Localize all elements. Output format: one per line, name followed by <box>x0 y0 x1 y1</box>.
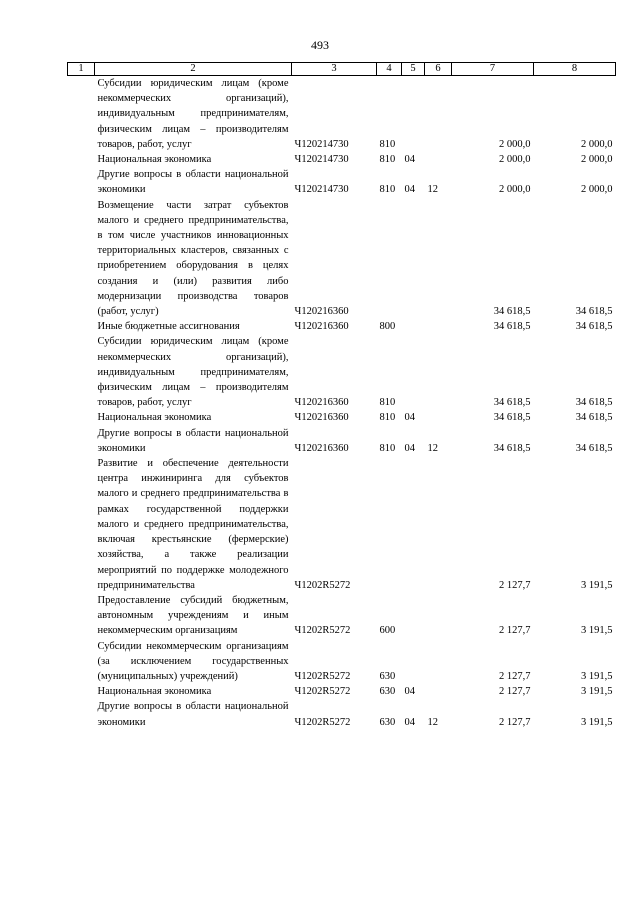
section-cell <box>402 319 425 334</box>
amount-col7-cell: 2 000,0 <box>499 154 531 166</box>
table-row <box>68 593 616 639</box>
table-row <box>68 684 616 699</box>
amount-col7-cell: 34 618,5 <box>493 442 531 454</box>
row-number-cell <box>68 639 95 685</box>
item-name-cell: Другие вопросы в области национальной экономики <box>97 427 289 454</box>
target-code-cell: Ч120216360 <box>294 442 349 454</box>
header-row <box>68 63 616 76</box>
amount-col7-cell: 2 127,7 <box>499 716 531 728</box>
subsection-cell <box>425 684 452 699</box>
amount-col7-cell: 2 000,0 <box>499 138 531 150</box>
section-cell <box>402 456 425 593</box>
amount-col7-cell: 2 127,7 <box>499 686 531 698</box>
item-name-cell: Субсидии юридическим лицам (кроме некоммерческих организаций), индивидуальным предпринимателям, физическим лицам – производителям товаров, работ, услуг <box>97 78 289 150</box>
column-header: 3 <box>292 63 377 76</box>
amount-col8-cell: 3 191,5 <box>581 686 613 698</box>
target-code-cell: Ч120216360 <box>294 321 349 333</box>
row-number-cell <box>68 334 95 410</box>
subsection-cell <box>425 593 452 639</box>
column-header: 2 <box>95 63 292 76</box>
amount-col8-cell: 34 618,5 <box>575 321 613 333</box>
section-cell: 04 <box>404 154 415 166</box>
column-header: 5 <box>402 63 425 76</box>
subsection-cell: 12 <box>427 184 438 196</box>
table-row <box>68 198 616 320</box>
amount-col8-cell: 2 000,0 <box>581 154 613 166</box>
amount-col8-cell: 3 191,5 <box>581 579 613 591</box>
table-row <box>68 76 616 153</box>
budget-table <box>67 62 616 730</box>
amount-col8-cell: 34 618,5 <box>575 397 613 409</box>
item-name-cell: Национальная экономика <box>97 412 212 424</box>
table-row <box>68 456 616 593</box>
target-code-cell: Ч1202R5272 <box>294 625 351 637</box>
amount-col8-cell: 3 191,5 <box>581 670 613 682</box>
column-header: 6 <box>425 63 452 76</box>
table-row <box>68 699 616 729</box>
amount-col7-cell: 34 618,5 <box>493 397 531 409</box>
subsection-cell <box>425 639 452 685</box>
amount-col8-cell: 34 618,5 <box>575 412 613 424</box>
item-name-cell: Предоставление субсидий бюджетным, автономным учреждениям и иным некоммерческим организациям <box>97 594 289 637</box>
section-cell: 04 <box>404 686 415 698</box>
target-code-cell: Ч1202R5272 <box>294 716 351 728</box>
subsection-cell <box>425 334 452 410</box>
expense-type-cell: 600 <box>379 625 396 637</box>
target-code-cell: Ч120214730 <box>294 184 349 196</box>
amount-col7-cell: 2 127,7 <box>499 625 531 637</box>
item-name-cell: Другие вопросы в области национальной экономики <box>97 701 289 728</box>
table-body <box>68 76 616 730</box>
row-number-cell <box>68 76 95 153</box>
amount-col7-cell: 34 618,5 <box>493 306 531 318</box>
amount-col7-cell: 34 618,5 <box>493 321 531 333</box>
subsection-cell <box>425 76 452 153</box>
expense-type-cell: 810 <box>379 184 396 196</box>
row-number-cell <box>68 198 95 320</box>
table-row <box>68 639 616 685</box>
row-number-cell <box>68 152 95 167</box>
item-name-cell: Возмещение части затрат субъектов малого и среднего предпринимательства, в том числе участников инновационных территориальных кластеров, связанных с приобретением оборудования в целях создания и (или) развития либо модернизации производства товаров (работ, услуг) <box>97 199 289 318</box>
amount-col7-cell: 2 000,0 <box>499 184 531 196</box>
row-number-cell <box>68 684 95 699</box>
table-row <box>68 426 616 456</box>
item-name-cell: Субсидии некоммерческим организациям (за исключением государственных (муниципальных) учреждений) <box>97 640 289 682</box>
table-row <box>68 334 616 410</box>
section-cell: 04 <box>404 412 415 424</box>
amount-col8-cell: 34 618,5 <box>575 306 613 318</box>
subsection-cell: 12 <box>427 716 438 728</box>
subsection-cell <box>425 456 452 593</box>
target-code-cell: Ч120216360 <box>294 306 349 318</box>
expense-type-cell: 810 <box>379 412 396 424</box>
target-code-cell: Ч1202R5272 <box>294 579 351 591</box>
expense-type-cell: 810 <box>379 442 396 454</box>
expense-type-cell: 810 <box>379 138 396 150</box>
target-code-cell: Ч120214730 <box>294 138 349 150</box>
subsection-cell <box>425 198 452 320</box>
section-cell: 04 <box>404 716 415 728</box>
subsection-cell <box>425 152 452 167</box>
amount-col7-cell: 2 127,7 <box>499 579 531 591</box>
amount-col8-cell: 34 618,5 <box>575 442 613 454</box>
row-number-cell <box>68 699 95 729</box>
section-cell <box>402 76 425 153</box>
expense-type-cell: 800 <box>379 321 396 333</box>
item-name-cell: Развитие и обеспечение деятельности центра инжиниринга для субъектов малого и среднего предпринимательства в рамках государственной поддержки малого и среднего предпринимательства, включая крестьянские (фермерские) хозяйства, а также реализации мероприятий по поддержке молодежного предпринимательства <box>97 458 289 591</box>
column-header: 8 <box>534 63 616 76</box>
expense-type-cell: 630 <box>379 670 396 682</box>
section-cell: 04 <box>404 184 415 196</box>
item-name-cell: Национальная экономика <box>97 686 212 698</box>
row-number-cell <box>68 426 95 456</box>
expense-type-cell: 810 <box>379 397 396 409</box>
expense-type-cell: 630 <box>379 716 396 728</box>
subsection-cell <box>425 410 452 425</box>
item-name-cell: Субсидии юридическим лицам (кроме некоммерческих организаций), индивидуальным предпринимателям, физическим лицам – производителям товаров, работ, услуг <box>97 336 289 409</box>
row-number-cell <box>68 167 95 197</box>
row-number-cell <box>68 593 95 639</box>
section-cell <box>402 593 425 639</box>
row-number-cell <box>68 410 95 425</box>
table-row <box>68 410 616 425</box>
row-number-cell <box>68 456 95 593</box>
section-cell <box>402 334 425 410</box>
subsection-cell: 12 <box>427 442 438 454</box>
item-name-cell: Иные бюджетные ассигнования <box>97 321 240 333</box>
row-number-cell <box>68 319 95 334</box>
column-header: 7 <box>452 63 534 76</box>
page-number: 493 <box>311 38 329 52</box>
amount-col8-cell: 3 191,5 <box>581 625 613 637</box>
amount-col8-cell: 2 000,0 <box>581 138 613 150</box>
expense-type-cell <box>377 198 402 320</box>
table-row <box>68 152 616 167</box>
amount-col7-cell: 34 618,5 <box>493 412 531 424</box>
expense-type-cell: 630 <box>379 686 396 698</box>
target-code-cell: Ч120216360 <box>294 412 349 424</box>
target-code-cell: Ч1202R5272 <box>294 670 351 682</box>
expense-type-cell: 810 <box>379 154 396 166</box>
amount-col7-cell: 2 127,7 <box>499 670 531 682</box>
item-name-cell: Национальная экономика <box>97 154 212 166</box>
table-row <box>68 319 616 334</box>
column-header: 1 <box>68 63 95 76</box>
section-cell <box>402 198 425 320</box>
column-header: 4 <box>377 63 402 76</box>
target-code-cell: Ч1202R5272 <box>294 686 351 698</box>
target-code-cell: Ч120214730 <box>294 154 349 166</box>
amount-col8-cell: 3 191,5 <box>581 716 613 728</box>
expense-type-cell <box>377 456 402 593</box>
table-row <box>68 167 616 197</box>
amount-col8-cell: 2 000,0 <box>581 184 613 196</box>
item-name-cell: Другие вопросы в области национальной экономики <box>97 169 289 196</box>
section-cell: 04 <box>404 442 415 454</box>
subsection-cell <box>425 319 452 334</box>
target-code-cell: Ч120216360 <box>294 397 349 409</box>
section-cell <box>402 639 425 685</box>
